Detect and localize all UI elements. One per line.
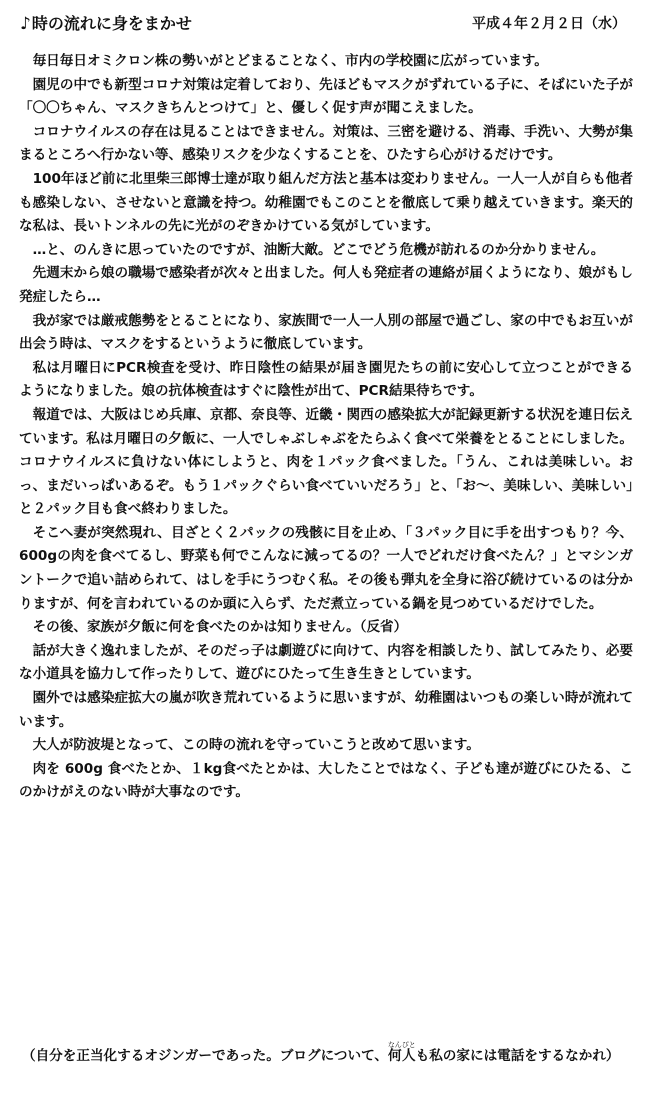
music-note-icon: ♪ xyxy=(20,14,31,34)
paragraph-14: 大人が防波堤となって、この時の流れを守っていこうと改めて思います。 xyxy=(32,737,480,754)
paragraph-12: 話が大きく逸れましたが、そのだっ子は劇遊びに向けて、内容を相談したり、試してみたり、必要な小道具を協力して作ったりして、遊びにひたって生き生きとしています。 xyxy=(19,642,633,683)
paragraph-8: 私は月曜日にPCR検査を受け、昨日陰性の結果が届き園児たちの前に安心して立つことができるようになりました。娘の抗体検査はすぐに陰性が出て、PCR結果待ちです。 xyxy=(19,359,633,400)
paragraph-13: 園外では感染症拡大の嵐が吹き荒れているように思いますが、幼稚園はいつもの楽しい時が流れています。 xyxy=(19,690,633,730)
closing-text xyxy=(22,1038,634,1074)
paragraph-2: 園児の中でも新型コロナ対策は定着しており、先ほどもマスクがずれている子に、そばにいた子が「〇〇ちゃん、マスクきちんとつけて」と、優しく促す声が聞こえました。 xyxy=(19,76,633,117)
ruby-reading: なんぴと xyxy=(387,1041,416,1049)
paragraph-11: その後、家族が夕飯に何を食べたのかは知りません。（反省） xyxy=(32,619,408,636)
paragraph-6: 先週末から娘の職場で感染者が次々と出ました。何人も発症者の連絡が届くようになり、娘がもし発症したら… xyxy=(19,265,633,305)
paragraph-7: 我が家では厳戒態勢をとることになり、家族間で一人一人別の部屋で過ごし、家の中でもお互いが出会う時は、マスクをするというように徹底しています。 xyxy=(19,312,633,353)
closing-note xyxy=(22,1038,634,1074)
paragraph-4: 100年ほど前に北里柴三郎博士達が取り組んだ方法と基本は変わりません。一人一人が自らも他者も感染しない、させないと意識を持つ。幼稚園でもこのことを徹底して乗り越えていきます。楽天的な私は、長いトンネルの先に光がのぞきかけている気がしています。 xyxy=(19,170,633,235)
paragraph-9: 報道では、大阪はじめ兵庫、京都、奈良等、近畿・関西の感染拡大が記録更新する状況を連日伝えています。私は月曜日の夕飯に、一人でしゃぶしゃぶをたらふく食べて栄養をとることにしました。コロナウイルスに負けない体にしようと、肉を１パック食べました。「うん、これは美味しい。おっ、まだいっぱいあるぞ。もう１パックぐらい食べていいだろう」と、「お～、美味しい、美味しい」と２パック目も食べ終わりました。 xyxy=(19,406,633,518)
paragraph-5: …と、のんきに思っていたのですが、油断大敵。どこでどう危機が訪れるのか分かりません。 xyxy=(32,241,605,258)
closing-text-before: （自分を正当化するオジンガーであった。ブログについて、 xyxy=(22,1048,389,1064)
paragraph-3: コロナウイルスの存在は見ることはできません。対策は、三密を避ける、消毒、手洗い、大勢が集まるところへ行かない等、感染リスクを少なくすることを、ひたすら心がけるだけです。 xyxy=(19,123,633,164)
ruby-word xyxy=(387,1041,416,1064)
paragraph-1: 毎日毎日オミクロン株の勢いがとどまることなく、市内の学校園に広がっています。 xyxy=(32,53,548,69)
post-header xyxy=(20,12,626,38)
post-title-row xyxy=(20,12,192,36)
paragraph-15: 肉を 600g 食べたとか、１kg食べたとかは、大したことではなく、子ども達が遊びにひたる、このかけがえのない時が大事なのです。 xyxy=(19,760,633,801)
post-title: 時の流れに身をまかせ xyxy=(31,14,192,33)
closing-text-after: も私の家には電話をするなかれ） xyxy=(415,1048,620,1064)
post-body xyxy=(19,50,633,805)
ruby-base: 何人 xyxy=(387,1048,416,1064)
post-date: 平成４年２月２日（水） xyxy=(472,16,626,32)
paragraph-10: そこへ妻が突然現れ、目ざとく２パックの残骸に目を止め、「３パック目に手を出すつもり？今、600gの肉を食べてるし、野菜も何でこんなに減ってるの？一人でどれだけ食べたん？」とマシンガントークで追い詰められて、はしを手にうつむく私。その後も弾丸を全身に浴び続けているのは分かりますが、何を言われているのか頭に入らず、ただ煮立っている鍋を見つめているだけでした。 xyxy=(19,524,633,612)
